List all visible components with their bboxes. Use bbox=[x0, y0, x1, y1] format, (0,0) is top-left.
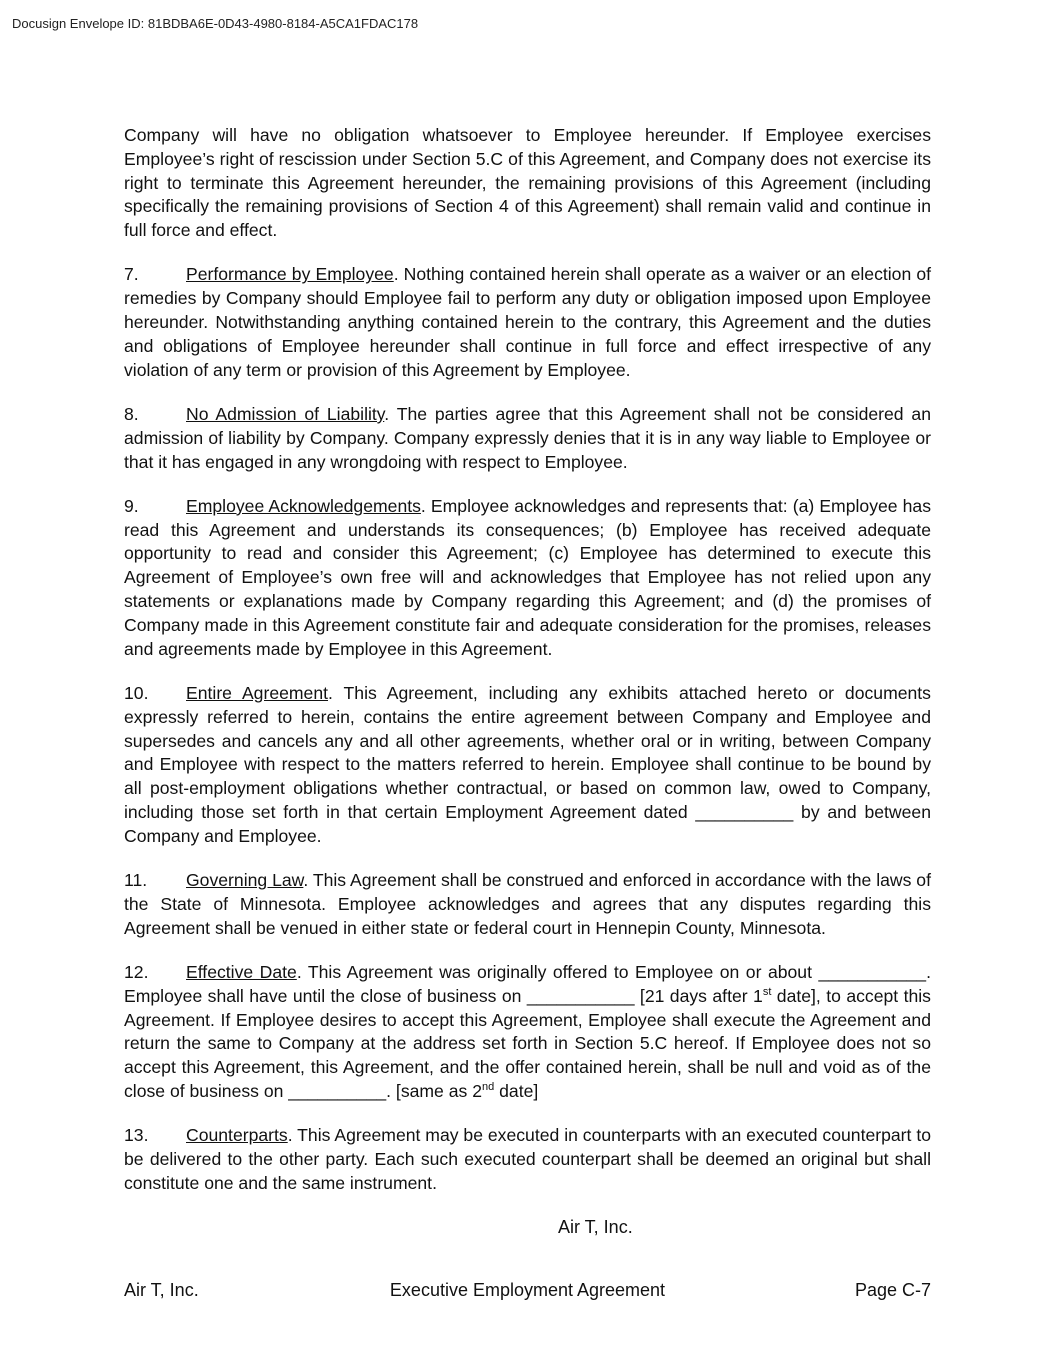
section-heading: Governing Law bbox=[186, 870, 304, 891]
section-number: 13. bbox=[124, 1125, 149, 1146]
section-number: 12. bbox=[124, 961, 149, 982]
section-9 bbox=[124, 495, 931, 662]
section-13 bbox=[124, 1124, 931, 1195]
page-footer bbox=[124, 1280, 931, 1306]
section-text: . This Agreement may be executed in counterparts with an executed counterpart to be delivered to the other party. Each such executed counterpart shall be deemed an original but shall constitute one and the same instrument. bbox=[124, 1125, 931, 1193]
section-8 bbox=[124, 403, 931, 474]
section-text-b: date], to accept this Agreement. If Employee desires to accept this Agreement, Employee shall execute the Agreement and return the same to Company at the address set forth in Section 5.C hereof. If Employee does not so accept this Agreement, this Agreement, and the offer contained herein, shall be null and void as of the close of business on __________. [same as 2 bbox=[124, 985, 931, 1101]
section-heading: Employee Acknowledgements bbox=[186, 495, 421, 516]
section-number: 10. bbox=[124, 682, 149, 703]
section-text: . Employee acknowledges and represents that: (a) Employee has read this Agreement and understands its consequences; (b) Employee has received adequate opportunity to read and consider this Agreement; (c) Employee has determined to execute this Agreement of Employee’s own free will and acknowledges that Employee has not relied upon any statements or explanations made by Company regarding this Agreement; and (d) the promises of Company made in this Agreement constitute fair and adequate consideration for the promises, releases and agreements made by Employee in this Agreement. bbox=[124, 495, 932, 659]
section-number: 8. bbox=[124, 403, 139, 424]
section-7 bbox=[124, 263, 931, 382]
ordinal-suffix: st bbox=[762, 985, 772, 998]
section-number: 11. bbox=[124, 870, 148, 891]
section-text: . This Agreement, including any exhibits attached hereto or documents expressly referred to herein, contains the entire agreement between Company and Employee and supersedes and cancels any and all other agreements, whether oral or in writing, between Company and Employee with respect to the matters referred to herein. Employee shall continue to be bound by all post-employment obligations whether contractual, or based on common law, owed to Company, including those set forth in that certain Employment Agreement dated __________ by and between Company and Employee. bbox=[124, 682, 931, 846]
section-heading: Entire Agreement bbox=[186, 682, 329, 703]
section-heading: No Admission of Liability bbox=[186, 403, 385, 424]
signature-company-name: Air T, Inc. bbox=[558, 1217, 633, 1237]
docusign-envelope-id: Docusign Envelope ID: 81BDBA6E-0D43-4980-8184-A5CA1FDAC178 bbox=[12, 16, 419, 31]
section-number: 9. bbox=[124, 495, 139, 516]
footer-document-title: Executive Employment Agreement bbox=[389, 1280, 666, 1300]
section-heading: Counterparts bbox=[186, 1125, 288, 1146]
footer-company: Air T, Inc. bbox=[124, 1280, 199, 1300]
ordinal-suffix: nd bbox=[481, 1081, 495, 1094]
intro-paragraph: Company will have no obligation whatsoever to Employee hereunder. If Employee exercises Employee’s right of rescission under Section 5.C of this Agreement, and Company does not exercise its right to terminate this Agreement hereunder, the remaining provisions of this Agreement (including specifically the remaining provisions of Section 4 of this Agreement) shall remain valid and continue in full force and effect. bbox=[124, 125, 931, 241]
document-body bbox=[124, 124, 931, 1216]
section-heading: Effective Date bbox=[186, 961, 297, 982]
section-heading: Performance by Employee bbox=[186, 264, 394, 285]
footer-page-number: Page C-7 bbox=[854, 1280, 931, 1300]
section-text-c: date] bbox=[494, 1080, 539, 1101]
section-12 bbox=[124, 961, 931, 1104]
section-text: . This Agreement shall be construed and enforced in accordance with the laws of the State of Minnesota. Employee acknowledges and agrees that any disputes regarding this Agreement shall be venued in either state or federal court in Hennepin County, Minnesota. bbox=[124, 870, 931, 938]
section-number: 7. bbox=[124, 264, 139, 285]
section-11 bbox=[124, 869, 931, 940]
section-text: . The parties agree that this Agreement shall not be considered an admission of liability by Company. Company expressly denies that it is in any way liable to Employee or that it has engaged in any wrongdoing with respect to Employee. bbox=[124, 403, 931, 472]
section-text-a: . This Agreement was originally offered to Employee on or about ___________. Employee shall have until the close of business on ___________ [21 days after 1 bbox=[124, 961, 931, 1006]
section-10 bbox=[124, 682, 931, 849]
section-text: . Nothing contained herein shall operate as a waiver or an election of remedies by Company should Employee fail to perform any duty or obligation imposed upon Employee hereunder. Notwithstanding anything contained herein to the contrary, this Agreement and the duties and obligations of Employee hereunder shall continue in full force and effect irrespective of any violation of any term or provision of this Agreement by Employee. bbox=[124, 264, 931, 380]
